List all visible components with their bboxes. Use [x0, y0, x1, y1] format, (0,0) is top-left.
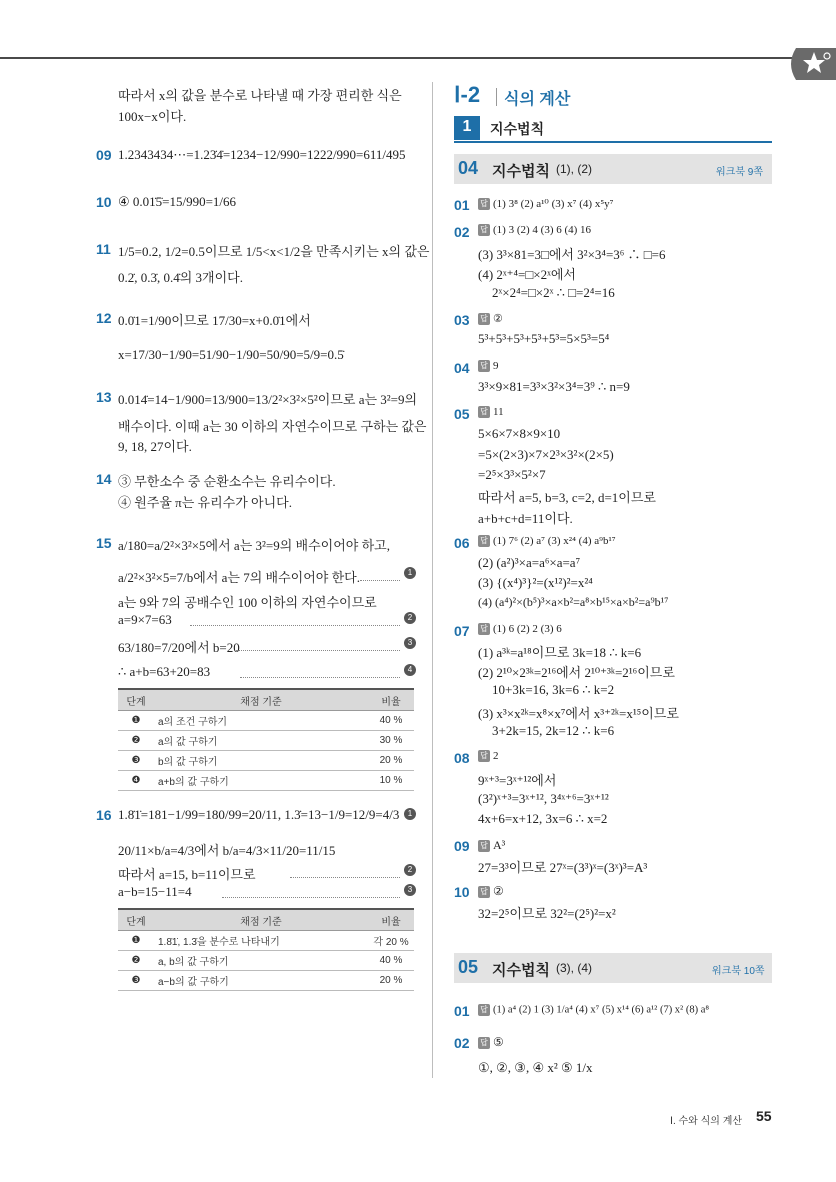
leader-dots — [240, 677, 400, 678]
col-header: 채점 기준 — [154, 689, 368, 711]
step-marker: 4 — [404, 664, 416, 676]
answer-badge: 답 — [478, 750, 490, 762]
item-line: =2⁵×3³×5²×7 — [478, 467, 546, 482]
item-line: 답 9 — [478, 360, 499, 372]
step-marker: 1 — [404, 808, 416, 820]
item-line: a=9×7=63 — [118, 612, 172, 627]
leader-dots — [360, 580, 400, 581]
item-number: 13 — [96, 389, 112, 405]
step-marker: 3 — [404, 637, 416, 649]
table-row — [118, 771, 414, 791]
item-line: 답 (1) 7⁶ (2) a⁷ (3) x²⁴ (4) a⁹b¹⁷ — [478, 535, 616, 547]
workbook-ref: 워크북 9쪽 — [716, 167, 763, 178]
item-number: 14 — [96, 471, 112, 487]
step-cell: ❷ — [118, 951, 154, 971]
item-line: 1.2343434⋯=1.23̇4̇=1234−12/990=1222/990=611/495 — [118, 147, 406, 162]
answer-badge: 답 — [478, 840, 490, 852]
answer-badge: 답 — [478, 886, 490, 898]
leader-dots — [236, 650, 400, 651]
item-line: ∴ a+b=63+20=83 — [118, 664, 211, 679]
subsection-title: 지수법칙 — [492, 962, 550, 979]
item-line: ①, ②, ③, ④ x² ⑤ 1/x — [478, 1060, 593, 1075]
chapter-separator — [496, 88, 497, 106]
item-line: 32=2⁵이므로 32²=(2⁵)²=x² — [478, 906, 616, 921]
item-line: =5×(2×3)×7×2³×3²×(2×5) — [478, 447, 614, 462]
item-line: 3³×9×81=3³×3²×3⁴=3⁹ ∴ n=9 — [478, 379, 630, 394]
ratio-cell: 각 20 % — [368, 931, 414, 951]
item-number: 09 — [96, 147, 112, 163]
item-number: 10 — [454, 884, 470, 900]
criteria-cell: a+b의 값 구하기 — [154, 771, 368, 791]
subsection-number: 04 — [458, 158, 479, 178]
item-line: ③ 무한소수 중 순환소수는 유리수이다. — [118, 474, 336, 489]
step-cell: ❶ — [118, 931, 154, 951]
item-line: (4) (a⁴)²×(b⁵)³×a×b²=a⁸×b¹⁵×a×b²=a⁹b¹⁷ — [478, 595, 669, 609]
col-header: 비율 — [368, 689, 414, 711]
item-line: a/180=a/2²×3²×5에서 a는 3²=9의 배수이어야 하고, — [118, 538, 390, 553]
item-number: 01 — [454, 197, 470, 213]
answer-badge: 답 — [478, 313, 490, 325]
subsection-sub: (1), (2) — [556, 162, 592, 176]
item-line: (3) {(x⁴)³}²=(x¹²)²=x²⁴ — [478, 575, 593, 590]
item-number: 07 — [454, 623, 470, 639]
criteria-cell: a, b의 값 구하기 — [154, 951, 368, 971]
item-line: (3) 3³×81=3□에서 3²×3⁴=3⁶ ∴ □=6 — [478, 247, 666, 262]
table-row — [118, 971, 414, 991]
star-corner-icon — [786, 46, 836, 82]
item-number: 16 — [96, 807, 112, 823]
step-marker: 2 — [404, 864, 416, 876]
criteria-cell: a의 값 구하기 — [154, 731, 368, 751]
subsection-title: 지수법칙 — [492, 163, 550, 180]
section-underline — [454, 141, 772, 143]
col-header: 단계 — [118, 689, 154, 711]
ratio-cell: 20 % — [368, 751, 414, 771]
item-line: 0.014̇=14−1/900=13/900=13/2²×3²×5²이므로 a는 3²=9의 — [118, 392, 418, 407]
ratio-cell: 40 % — [368, 711, 414, 731]
item-number: 15 — [96, 535, 112, 551]
answer-badge: 답 — [478, 535, 490, 547]
table-row — [118, 931, 414, 951]
criteria-cell: 1.8̇1̇, 1.3̇을 분수로 나타내기 — [154, 931, 368, 951]
step-marker: 1 — [404, 567, 416, 579]
item-line: 5³+5³+5³+5³+5³=5×5³=5⁴ — [478, 331, 610, 346]
ratio-cell: 10 % — [368, 771, 414, 791]
item-line: 0.0̇1=1/90이므로 17/30=x+0.0̇1에서 — [118, 313, 311, 328]
item-line: 9, 18, 27이다. — [118, 439, 192, 454]
table-row — [118, 711, 414, 731]
step-marker: 3 — [404, 884, 416, 896]
answer-badge: 답 — [478, 1004, 490, 1016]
item-line: 답 (1) 6 (2) 2 (3) 6 — [478, 623, 562, 635]
item-line: 4x+6=x+12, 3x=6 ∴ x=2 — [478, 811, 608, 826]
item-line: 답 (1) 3⁸ (2) a¹⁰ (3) x⁷ (4) x⁵y⁷ — [478, 197, 613, 210]
leader-dots — [190, 625, 400, 626]
item-line: 27=3³이므로 27ˣ=(3³)ˣ=(3ˣ)³=A³ — [478, 860, 648, 875]
chapter-number: Ⅰ-2 — [454, 82, 481, 107]
item-number: 02 — [454, 224, 470, 240]
footer-chapter: Ⅰ. 수와 식의 계산 — [670, 1116, 743, 1127]
leader-dots — [290, 877, 400, 878]
item-number: 01 — [454, 1003, 470, 1019]
page-number: 55 — [756, 1108, 772, 1124]
intro-line-2: 100x−x이다. — [118, 109, 187, 124]
item-line: 63/180=7/20에서 b=20 — [118, 640, 240, 655]
step-marker: 2 — [404, 612, 416, 624]
item-line: ④ 원주율 π는 유리수가 아니다. — [118, 495, 292, 510]
answer-badge: 답 — [478, 1037, 490, 1049]
item-line: a−b=15−11=4 — [118, 884, 192, 899]
answer-badge: 답 — [478, 406, 490, 418]
item-line: 답 11 — [478, 406, 504, 418]
item-line: a+b+c+d=11이다. — [478, 511, 573, 526]
item-number: 08 — [454, 750, 470, 766]
leader-dots — [222, 897, 400, 898]
workbook-ref: 워크북 10쪽 — [712, 966, 765, 977]
item-line: 2ˣ×2⁴=□×2ˣ ∴ □=2⁴=16 — [492, 285, 615, 300]
column-divider — [432, 82, 433, 1078]
item-number: 12 — [96, 310, 112, 326]
ratio-cell: 40 % — [368, 951, 414, 971]
item-number: 03 — [454, 312, 470, 328]
item-line: 답 ⑤ — [478, 1035, 504, 1050]
section-number: 1 — [462, 118, 472, 135]
step-cell: ❸ — [118, 751, 154, 771]
item-line: a는 9와 7의 공배수인 100 이하의 자연수이므로 — [118, 595, 377, 610]
item-line: 따라서 a=5, b=3, c=2, d=1이므로 — [478, 490, 656, 505]
table-row — [118, 951, 414, 971]
table-row — [118, 751, 414, 771]
item-number: 05 — [454, 406, 470, 422]
subsection-sub: (3), (4) — [556, 961, 592, 975]
col-header: 채점 기준 — [154, 909, 368, 931]
answer-badge: 답 — [478, 623, 490, 635]
step-cell: ❸ — [118, 971, 154, 991]
item-line: 0.2̇, 0.3̇, 0.4̇의 3개이다. — [118, 270, 243, 285]
subsection-number: 05 — [458, 957, 479, 977]
ratio-cell: 30 % — [368, 731, 414, 751]
item-line: 답 ② — [478, 884, 504, 899]
intro-line-1: 따라서 x의 값을 분수로 나타낼 때 가장 편리한 식은 — [118, 88, 402, 103]
ratio-cell: 20 % — [368, 971, 414, 991]
criteria-cell: b의 값 구하기 — [154, 751, 368, 771]
answer-badge: 답 — [478, 198, 490, 210]
item-number: 10 — [96, 194, 112, 210]
item-line: x=17/30−1/90=51/90−1/90=50/90=5/9=0.5̇ — [118, 347, 344, 362]
scoring-table-15 — [118, 688, 414, 791]
item-line: a/2²×3²×5=7/b에서 a는 7의 배수이어야 한다. — [118, 570, 360, 585]
item-line: (4) 2ˣ⁺⁴=□×2ˣ에서 — [478, 267, 576, 282]
criteria-cell: a의 조건 구하기 — [154, 711, 368, 731]
table-row — [118, 731, 414, 751]
answer-badge: 답 — [478, 360, 490, 372]
step-cell: ❹ — [118, 771, 154, 791]
item-line: 1/5=0.2, 1/2=0.5이므로 1/5<x<1/2을 만족시키는 x의 값은 — [118, 244, 430, 259]
item-line: (1) a³ᵏ=a¹⁸이므로 3k=18 ∴ k=6 — [478, 645, 642, 660]
item-line: (2) (a²)³×a=a⁶×a=a⁷ — [478, 555, 581, 570]
item-line: 따라서 a=15, b=11이므로 — [118, 867, 256, 882]
item-number: 09 — [454, 838, 470, 854]
item-line: 답 ② — [478, 312, 503, 325]
item-line: 9ˣ⁺³=3ˣ⁺¹²에서 — [478, 773, 557, 788]
item-number: 06 — [454, 535, 470, 551]
item-line: (2) 2¹⁰×2³ᵏ=2¹⁶에서 2¹⁰⁺³ᵏ=2¹⁶이므로 — [478, 665, 675, 680]
item-number: 02 — [454, 1035, 470, 1051]
item-line: 1.8̇1̇=181−1/99=180/99=20/11, 1.3̇=13−1/9=12/9=4/3 — [118, 807, 400, 822]
col-header: 비율 — [368, 909, 414, 931]
section-title: 지수법칙 — [490, 121, 545, 137]
item-line: 5×6×7×8×9×10 — [478, 426, 561, 441]
item-line: 답 A³ — [478, 838, 505, 853]
item-line: 10+3k=16, 3k=6 ∴ k=2 — [492, 682, 615, 697]
item-line: 20/11×b/a=4/3에서 b/a=4/3×11/20=11/15 — [118, 843, 336, 858]
item-line: 답 2 — [478, 750, 499, 762]
top-rule — [0, 57, 836, 59]
item-number: 11 — [96, 241, 111, 257]
item-line: 답 (1) a⁴ (2) 1 (3) 1/a⁴ (4) x⁷ (5) x¹⁴ (6) a¹² (7) x² (8) a⁸ — [478, 1004, 709, 1016]
item-number: 04 — [454, 360, 470, 376]
scoring-table-16 — [118, 908, 414, 991]
item-line: 배수이다. 이때 a는 30 이하의 자연수이므로 구하는 값은 — [118, 419, 427, 434]
step-cell: ❷ — [118, 731, 154, 751]
item-line: 3+2k=15, 2k=12 ∴ k=6 — [492, 723, 615, 738]
chapter-title: 식의 계산 — [504, 91, 571, 108]
answer-badge: 답 — [478, 224, 490, 236]
col-header: 단계 — [118, 909, 154, 931]
item-line: ④ 0.01̇5̇=15/990=1/66 — [118, 194, 237, 209]
item-line: (3²)ˣ⁺³=3ˣ⁺¹², 3⁴ˣ⁺⁶=3ˣ⁺¹² — [478, 791, 609, 806]
step-cell: ❶ — [118, 711, 154, 731]
item-line: (3) x³×x²ᵏ=x⁸×x⁷에서 x³⁺²ᵏ=x¹⁵이므로 — [478, 706, 679, 721]
item-line: 답 (1) 3 (2) 4 (3) 6 (4) 16 — [478, 224, 591, 236]
criteria-cell: a−b의 값 구하기 — [154, 971, 368, 991]
